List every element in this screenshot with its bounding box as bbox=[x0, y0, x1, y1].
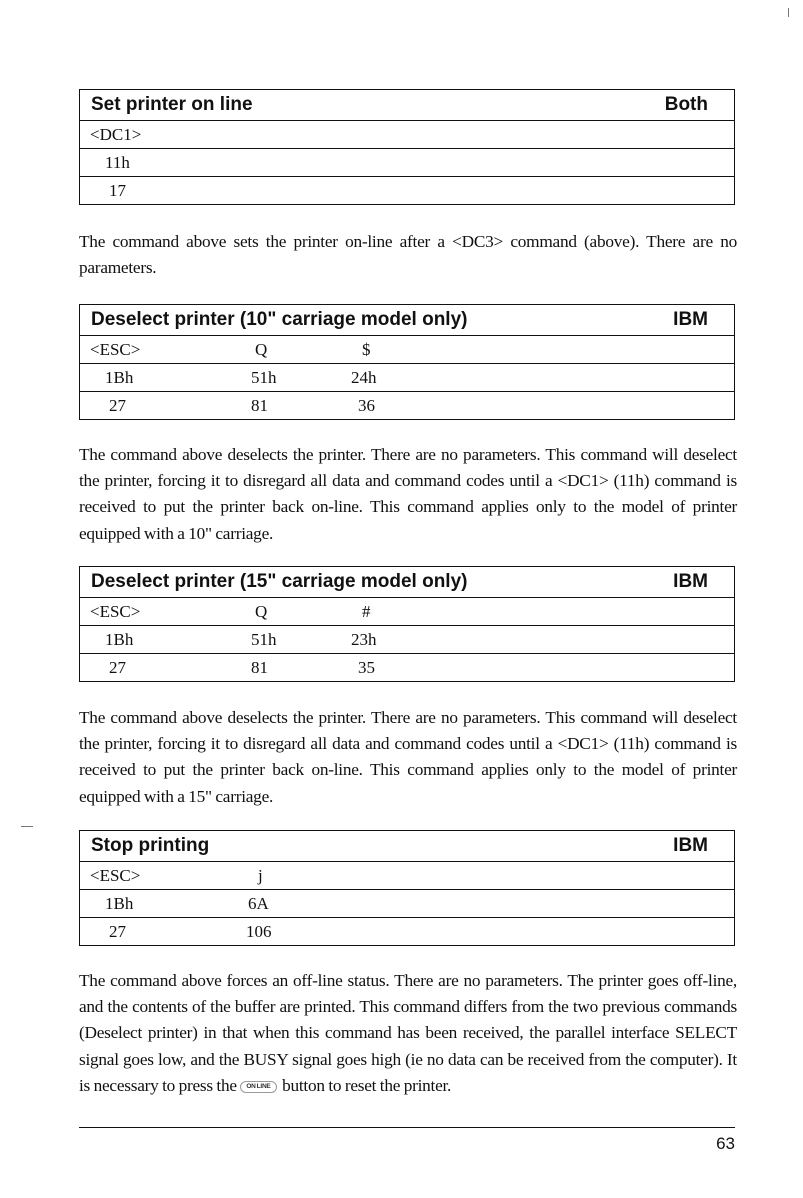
code-cell: 1Bh bbox=[105, 368, 134, 387]
command-title: Deselect printer (10" carriage model only) bbox=[91, 309, 468, 330]
code-cell: 106 bbox=[246, 922, 272, 941]
command-row-decimal bbox=[80, 653, 734, 681]
code-cell: <DC1> bbox=[90, 125, 142, 144]
command-row-hex bbox=[80, 148, 734, 176]
code-cell: 51h bbox=[251, 630, 277, 649]
command-row-mnemonic bbox=[80, 862, 734, 889]
code-cell: 6A bbox=[248, 894, 269, 913]
code-cell: j bbox=[258, 866, 263, 885]
command-box-deselect-10-inch bbox=[79, 304, 735, 420]
code-cell: 11h bbox=[105, 153, 130, 172]
code-cell: 1Bh bbox=[105, 630, 134, 649]
paragraph-text-tail: button to reset the printer. bbox=[282, 1075, 452, 1095]
command-header bbox=[80, 567, 734, 598]
command-row-mnemonic bbox=[80, 598, 734, 625]
description-paragraph: The command above sets the printer on-line after a <DC3> command (above). There are no parameters. bbox=[79, 232, 737, 278]
command-row-mnemonic bbox=[80, 121, 734, 148]
scan-mark bbox=[788, 8, 789, 17]
command-header bbox=[80, 90, 734, 121]
code-cell: 27 bbox=[109, 658, 126, 677]
code-cell: 36 bbox=[358, 396, 375, 415]
command-header bbox=[80, 831, 734, 862]
page-number: 63 bbox=[716, 1134, 735, 1153]
code-cell: $ bbox=[362, 340, 371, 359]
code-cell: 23h bbox=[351, 630, 377, 649]
on-line-key-icon: ON LINE bbox=[240, 1081, 276, 1093]
code-cell: 27 bbox=[109, 922, 126, 941]
command-row-mnemonic bbox=[80, 336, 734, 363]
code-cell: 81 bbox=[251, 396, 268, 415]
command-row-decimal bbox=[80, 176, 734, 204]
code-cell: 35 bbox=[358, 658, 375, 677]
footer-rule bbox=[79, 1127, 735, 1128]
code-cell: # bbox=[362, 602, 371, 621]
command-mode: IBM bbox=[673, 571, 708, 592]
paragraph-text: The command above forces an off-line status. There are no parameters. The printer goes off-line, and the contents of the buffer are printed. This command differs from the two previous commands (Deselect printer) in that when this command has been received, the parallel interface SELECT signal goes low, and the BUSY signal goes high (ie no data can be received from the computer). It is necessary to press the bbox=[79, 971, 737, 1095]
description-paragraph: The command above deselects the printer. There are no parameters. This command will deselect the printer, forcing it to disregard all data and command codes until a <DC1> (11h) command is received to put the printer back on-line. This command applies only to the model of printer equipped with a 10" carriage. bbox=[79, 445, 737, 543]
command-box-stop-printing bbox=[79, 830, 735, 946]
code-cell: <ESC> bbox=[90, 340, 141, 359]
command-row-decimal bbox=[80, 917, 734, 945]
command-box-deselect-15-inch bbox=[79, 566, 735, 682]
command-mode: Both bbox=[664, 94, 708, 115]
command-row-decimal bbox=[80, 391, 734, 419]
code-cell: Q bbox=[255, 340, 268, 359]
command-header bbox=[80, 305, 734, 336]
description-paragraph-stop-printing bbox=[79, 968, 737, 1099]
code-cell: <ESC> bbox=[90, 602, 141, 621]
code-cell: 1Bh bbox=[105, 894, 134, 913]
code-cell: <ESC> bbox=[90, 866, 141, 885]
code-cell: 27 bbox=[109, 396, 126, 415]
command-mode: IBM bbox=[673, 835, 708, 856]
code-cell: Q bbox=[255, 602, 268, 621]
command-mode: IBM bbox=[673, 309, 708, 330]
code-cell: 24h bbox=[351, 368, 377, 387]
code-cell: 17 bbox=[109, 181, 126, 200]
code-cell: 51h bbox=[251, 368, 277, 387]
scan-mark bbox=[21, 826, 33, 827]
description-paragraph: The command above deselects the printer. There are no parameters. This command will deselect the printer, forcing it to disregard all data and command codes until a <DC1> (11h) command is received to put the printer back on-line. This command applies only to the model of printer equipped with a 15" carriage. bbox=[79, 708, 737, 806]
command-title: Stop printing bbox=[91, 835, 210, 856]
command-title: Set printer on line bbox=[91, 94, 253, 115]
command-box-set-printer-on-line bbox=[79, 89, 735, 205]
code-cell: 81 bbox=[251, 658, 268, 677]
command-row-hex bbox=[80, 889, 734, 917]
command-row-hex bbox=[80, 625, 734, 653]
command-row-hex bbox=[80, 363, 734, 391]
command-title: Deselect printer (15" carriage model only) bbox=[91, 571, 468, 592]
